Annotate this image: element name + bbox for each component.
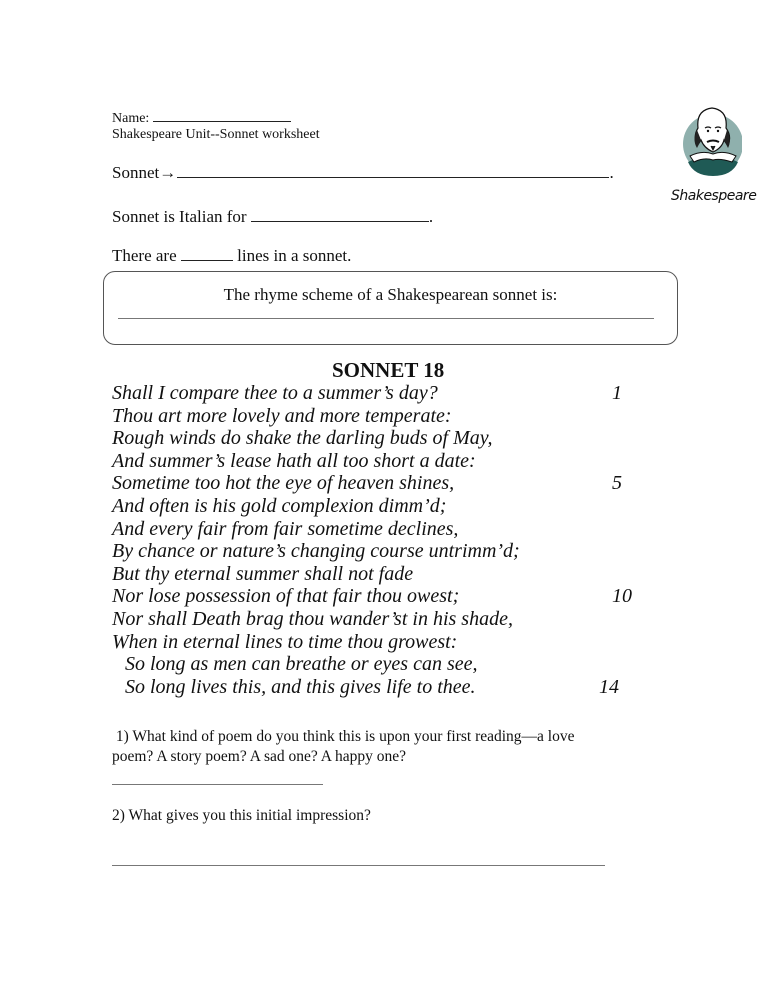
question-1-text-line2: poem? A story poem? A sad one? A happy one? [112,748,407,765]
line-number: 1 [612,382,622,404]
sonnet-line: Thou art more lovely and more temperate: [112,404,452,427]
sonnet-line: By chance or nature’s changing course untrimm’d; [112,540,520,563]
sonnet-line: But thy eternal summer shall not fade [112,562,414,585]
sonnet-definition-blank[interactable] [177,176,609,178]
sonnet-couplet-line: So long lives this, and this gives life to thee. 14 [125,675,619,698]
question-1-answer-line[interactable] [112,784,323,785]
sonnet-text [112,382,632,698]
italian-prefix: Sonnet is Italian for [112,207,247,226]
lines-prefix: There are [112,246,177,265]
sonnet-line: Shall I compare thee to a summer’s day? 1 [112,382,622,404]
sonnet-line: When in eternal lines to time thou growest: [112,630,458,653]
sonnet-line: And often is his gold complexion dimm’d; [112,494,447,517]
sonnet-arrow-label: Sonnet [112,163,160,182]
rhyme-scheme-blank[interactable] [118,318,654,319]
lines-suffix: lines in a sonnet. [237,246,352,265]
sonnet-line: Rough winds do shake the darling buds of May, [112,427,493,450]
sonnet-line: Nor lose possession of that fair thou owest; 10 [112,585,632,608]
name-field-row [112,111,291,127]
rhyme-scheme-label: The rhyme scheme of a Shakespearean sonnet is: [223,285,558,304]
line-count-blank[interactable] [181,259,233,261]
arrow-right-icon: → [159,163,177,182]
rhyme-scheme-box [103,271,678,345]
sonnet-line: And every fair from fair sometime declines, [112,517,459,540]
sonnet-line: Nor shall Death brag thou wander’st in his shade, [112,607,513,630]
italian-meaning-row [112,207,433,227]
shakespeare-portrait-icon [680,100,742,186]
question-1 [112,727,575,767]
sonnet-line: And summer’s lease hath all too short a date: [112,449,476,472]
name-label: Name: [112,111,150,126]
sonnet-definition-row [112,163,614,183]
sonnet-couplet-line: So long as men can breathe or eyes can see, [125,653,478,676]
line-number: 10 [612,585,632,608]
period: . [609,163,614,182]
question-2: 2) What gives you this initial impression? [112,807,371,824]
shakespeare-logo-text: Shakespeare [671,188,757,204]
period: . [428,207,434,226]
name-blank[interactable] [153,120,291,122]
line-number: 14 [599,675,619,698]
line-count-row [112,246,351,266]
question-1-text-line1: 1) What kind of poem do you think this is upon your first reading—a love [112,728,575,745]
worksheet-subtitle: Shakespeare Unit--Sonnet worksheet [112,127,320,142]
sonnet-line: Sometime too hot the eye of heaven shines, 5 [112,472,622,495]
sonnet-title: SONNET 18 [332,358,445,382]
question-2-answer-line[interactable] [112,865,605,866]
line-number: 5 [612,472,622,495]
italian-meaning-blank[interactable] [251,220,429,222]
